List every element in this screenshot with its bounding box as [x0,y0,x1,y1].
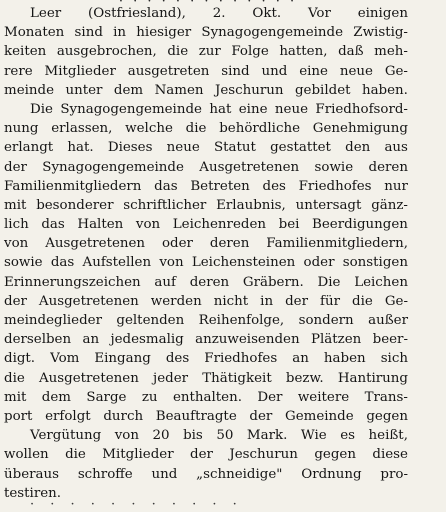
word: Leichensteinen [191,255,296,271]
word: auf [154,274,176,290]
word: Familienmitgliedern [4,178,142,194]
word: Beauftragte [155,408,237,424]
word: Ausgetretenen [45,236,146,252]
word: gegen [314,447,356,463]
word: Halten [77,217,124,233]
word: schroffe [77,466,133,482]
word: von [159,255,184,271]
word: überaus [4,466,60,482]
word: meh- [374,44,408,60]
word: und [151,466,178,482]
word: 50 [216,428,234,444]
text-line [4,445,408,464]
word: von [135,217,161,233]
text-line [4,177,408,196]
text-line [4,465,408,484]
word: für [320,293,341,309]
word: sowie [4,255,43,271]
word: neue [274,101,309,117]
word: Monaten [4,25,65,41]
word: es [340,428,355,444]
word: meindeglieder [4,313,102,328]
word: Vergütung [30,428,102,444]
word: sich [380,351,408,367]
word: zur [198,44,221,60]
cropped-previous-line: · · · · · · · · · · · · · [118,0,298,9]
word: Ge- [384,293,408,309]
word: erfolgt [45,408,91,424]
word: die [185,121,207,137]
word: rere [4,63,33,79]
word: deren [189,274,230,290]
word: Friedhofsord- [315,101,408,117]
word: der [190,447,213,463]
word: ausgebrochen, [56,44,157,60]
word: 20 [152,428,170,444]
word: haben. [361,82,408,98]
word: des [165,351,190,367]
word: Aufstellen [82,255,152,271]
word: gänz- [371,197,408,213]
text-line [4,311,408,330]
word: gebildet [294,82,351,98]
word: meinde [4,82,55,98]
text-line [4,119,408,138]
word: Zwistig- [353,25,408,41]
word: dem [41,389,71,405]
word: jedesmalig [110,332,184,348]
word: sind [221,63,250,79]
word: Mitglieder [44,63,116,79]
text-line [4,42,408,61]
word: besonderer [36,197,114,213]
word: werden [150,293,202,309]
word: Vom [50,351,80,367]
word: nung [4,121,39,137]
word: behördliche [219,121,300,137]
text-line [4,215,408,234]
word: hiesiger [136,25,192,41]
word: Hantirung [337,370,408,386]
word: deren [209,236,250,252]
word: Familienmitgliedern, [266,236,408,252]
word: Vor [307,6,331,21]
word: derselben [4,332,72,348]
text-line [4,349,408,368]
word: Betreten [190,178,250,194]
text-line [4,273,408,292]
word: erlangt [4,140,54,156]
word: Ausgetretenen [199,159,300,175]
word: keiten [4,44,47,60]
word: einigen [357,6,408,21]
word: Gemeinde [285,408,354,424]
word: Friedhofes [204,351,278,367]
word: an [292,351,309,367]
word: Wie [300,428,327,444]
word: oder [162,236,193,252]
text-line [4,330,408,349]
text-line [4,426,408,445]
word: Ausgetretenen [38,370,139,386]
word: untersagt [295,197,362,213]
word: mit [4,389,27,405]
word: Mitglieder [102,447,174,463]
text-line [4,138,408,157]
word: die [352,293,373,309]
word: hat [209,101,232,117]
word: neue [166,140,200,156]
word: von [4,236,29,252]
word: nicht [213,293,249,309]
word: neue [339,63,373,79]
word: Plätzen [310,332,362,348]
word: testiren. [4,485,62,501]
word: digt. [4,351,36,367]
word: in [113,25,127,41]
word: durch [103,408,144,424]
word: dem [113,82,144,98]
word: pro- [380,466,408,482]
word: Friedhofes [298,178,372,194]
word: zu [141,389,158,405]
text-line [4,4,408,23]
word: die [65,447,86,463]
word: Genehmigung [312,121,408,137]
word: beer- [372,332,408,348]
text-line [4,388,408,407]
word: enthalten. [172,389,242,405]
word: port [4,408,33,424]
word: (Ostfriesland), [88,6,186,21]
word: der [4,293,27,309]
word: eine [299,63,328,79]
word: geltenden [116,313,185,328]
word: sowie [314,159,354,175]
word: von [114,428,139,444]
word: haben [323,351,366,367]
word: Trans- [364,389,408,405]
word: die [4,370,25,386]
word: ausgetreten [127,63,210,79]
word: mit [4,197,27,213]
word: Synagogengemeinde [201,25,344,41]
word: Leer [30,6,62,21]
word: Sarge [86,389,127,405]
word: bis [183,428,203,444]
word: Folge [231,44,269,60]
text-line [4,62,408,81]
text-line [4,234,408,253]
text-line [4,23,408,42]
word: weitere [297,389,350,405]
word: erlassen, [51,121,113,137]
word: Leichenreden [172,217,266,233]
word: gestattet [270,140,331,156]
word: Erlaubnis, [216,197,286,213]
article-body [4,4,408,503]
text-line [4,158,408,177]
word: Beerdigungen [312,217,408,233]
word: anzuweisenden [195,332,300,348]
text-line [4,81,408,100]
word: das [154,178,178,194]
word: Leichen [354,274,408,290]
text-line [4,196,408,215]
word: bezw. [285,370,324,386]
word: 2. [212,6,226,21]
word: welche [125,121,173,137]
word: gegen [366,408,408,424]
text-line [4,369,408,388]
word: lich [4,217,29,233]
word: Synagogengemeinde [42,159,184,175]
word: Reihenfolge, [198,313,285,328]
word: hat. [67,140,94,156]
word: Jeschurun [214,82,284,98]
word: Die [317,274,341,290]
word: den [345,140,371,156]
word: an [82,332,100,348]
word: des [262,178,286,194]
word: Dieses [107,140,153,156]
word: oder [303,255,335,271]
word: unter [65,82,103,98]
word: sondern [298,313,354,328]
word: wollen [4,447,49,463]
word: das [41,217,65,233]
word: heißt, [368,428,408,444]
text-line [4,253,408,272]
word: diese [372,447,408,463]
word: Die [30,101,53,117]
word: die [167,44,189,60]
cropped-next-line: · · · · · · · · · · · [30,497,243,512]
word: nur [384,178,408,194]
word: Ge- [384,63,408,79]
word: Ordnung [301,466,362,482]
word: sonstigen [342,255,408,271]
text-line [4,100,408,119]
word: „schneidige" [196,466,283,482]
word: und [261,63,288,79]
text-line [4,407,408,426]
word: deren [368,159,408,175]
word: der [249,408,273,424]
word: Namen [154,82,204,98]
word: Jeschurun [229,447,298,463]
word: daß [338,44,364,60]
word: aus [384,140,408,156]
word: der [4,159,27,175]
word: Ausgetretenen [38,293,139,309]
word: in [260,293,274,309]
word: schriftlicher [123,197,207,213]
word: außer [368,313,408,328]
word: jeder [153,370,189,386]
word: Gräbern. [242,274,304,290]
word: Synagogengemeinde [60,101,202,117]
word: Statut [213,140,256,156]
word: Der [257,389,283,405]
word: sind [74,25,103,41]
word: bei [278,217,300,233]
text-line [4,292,408,311]
word: Thätigkeit [202,370,272,386]
word: Erinnerungszeichen [4,274,141,290]
word: Okt. [252,6,282,21]
word: hatten, [279,44,328,60]
word: Mark. [246,428,288,444]
word: Eingang [94,351,151,367]
word: das [50,255,75,271]
word: der [285,293,309,309]
word: eine [238,101,268,117]
